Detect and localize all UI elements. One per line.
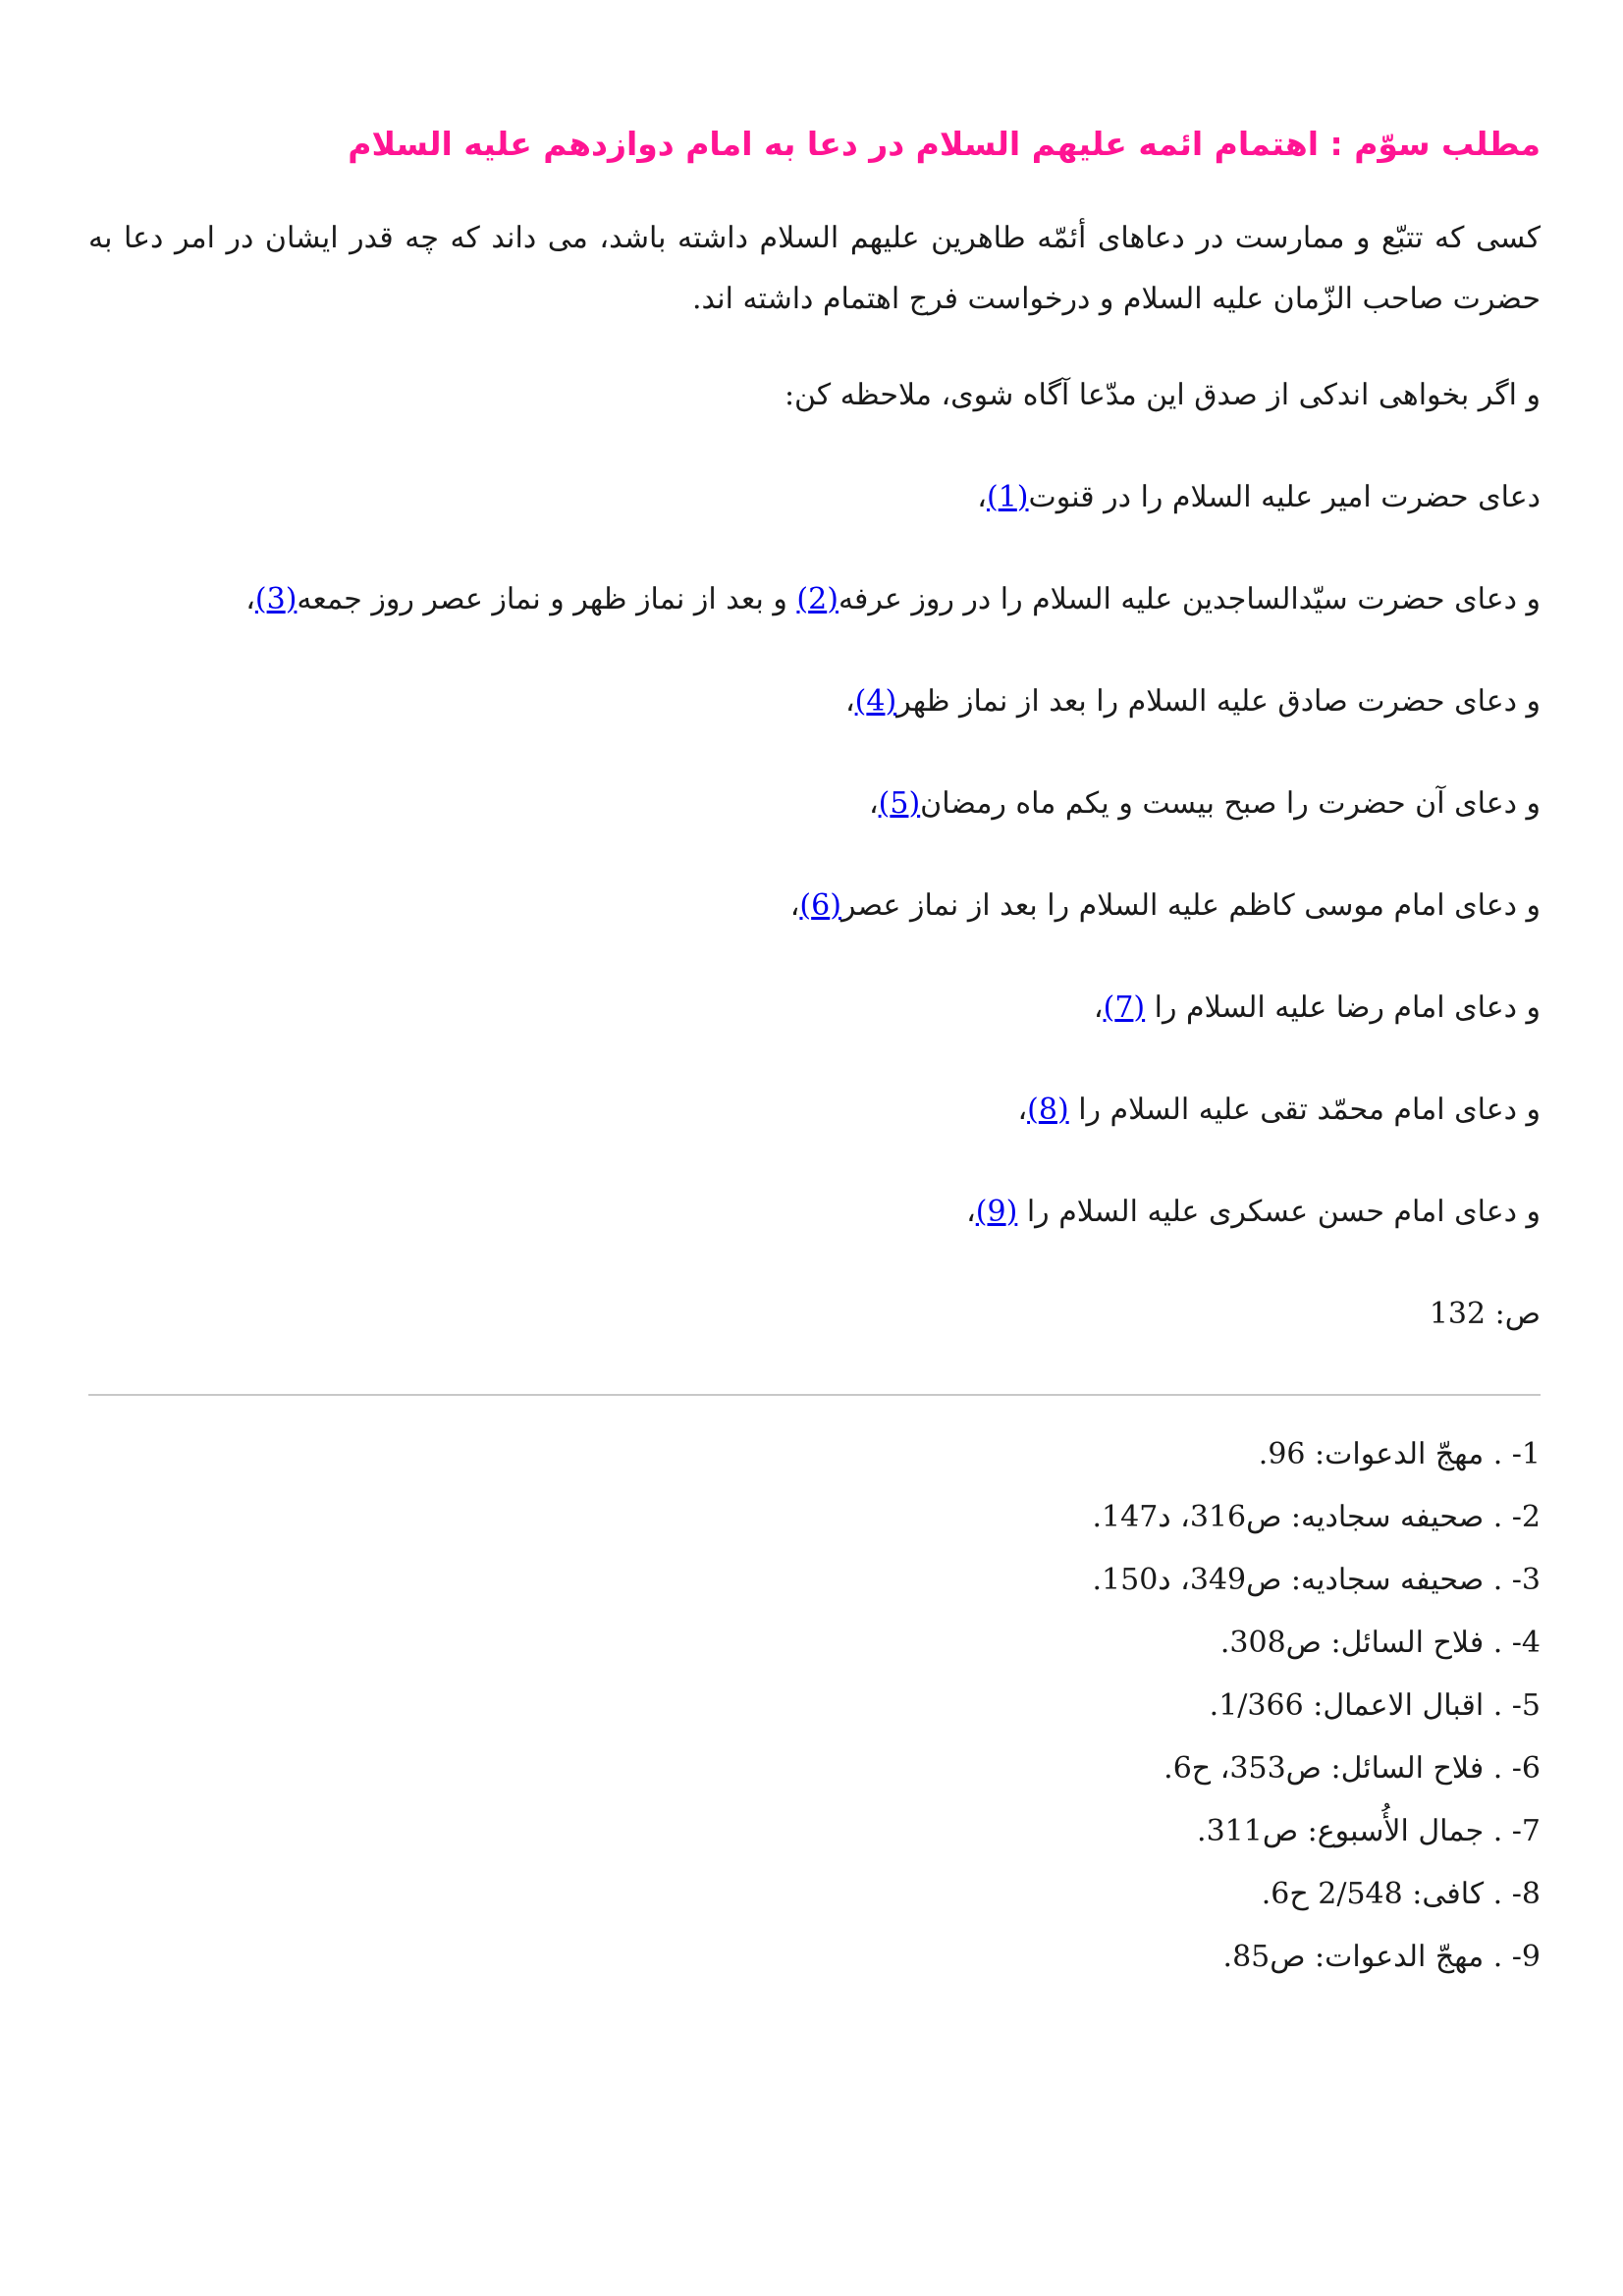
footnote-7: 7- . جمال الأُسبوع: ص311.	[1197, 1814, 1541, 1848]
prayer-line-2	[88, 571, 1541, 628]
footnote-link-4[interactable]: (4)	[854, 684, 897, 719]
line-punct: ،	[1093, 990, 1104, 1025]
footnote-2: 2- . صحیفه سجادیه: ص316، د147.	[1092, 1500, 1541, 1534]
prayer-line-5	[88, 878, 1541, 934]
line-text-continued: و بعد از نماز ظهر و نماز عصر روز جمعه	[297, 582, 797, 616]
footnote-link-8[interactable]: (8)	[1027, 1093, 1069, 1127]
prayer-line-3	[88, 673, 1541, 730]
line-text: و دعای امام محمّد تقی علیه السلام را	[1068, 1093, 1541, 1127]
line-text: و دعای امام حسن عسکری علیه السلام را	[1017, 1195, 1541, 1229]
line-punct: ،	[245, 582, 255, 616]
line-text: دعای حضرت امیر علیه السلام را در قنوت	[1028, 480, 1541, 514]
line-text: و دعای امام رضا علیه السلام را	[1145, 990, 1541, 1025]
line-punct: ،	[966, 1195, 976, 1229]
footnote-9: 9- . مهجّ الدعوات: ص85.	[1222, 1940, 1541, 1974]
page-number: ص: 132	[1429, 1297, 1541, 1331]
footnote-link-1[interactable]: (1)	[986, 480, 1029, 514]
prayer-line-6	[88, 980, 1541, 1037]
prompt-line: و اگر بخواهی اندکی از صدق این مدّعا آگاه شوی، ملاحظه کن:	[784, 378, 1541, 412]
line-punct: ،	[789, 888, 800, 923]
prayer-line-1	[88, 469, 1541, 526]
line-punct: ،	[844, 684, 855, 719]
footnote-6: 6- . فلاح السائل: ص353، ح6.	[1163, 1751, 1541, 1786]
line-text: و دعای امام موسی کاظم علیه السلام را بعد از نماز عصر	[840, 888, 1541, 923]
line-text: و دعای حضرت صادق علیه السلام را بعد از نماز ظهر	[896, 684, 1541, 719]
footnote-1: 1- . مهجّ الدعوات: 96.	[1258, 1437, 1541, 1471]
footnote-3: 3- . صحیفه سجادیه: ص349، د150.	[1092, 1563, 1541, 1597]
line-text: و دعای حضرت سیّدالساجدین علیه السلام را در روز عرفه	[838, 582, 1541, 616]
footnote-link-6[interactable]: (6)	[799, 888, 841, 923]
footnote-link-9[interactable]: (9)	[975, 1195, 1018, 1229]
prayer-line-7	[88, 1082, 1541, 1139]
line-text: و دعای آن حضرت را صبح بیست و یکم ماه رمضان	[920, 786, 1541, 821]
footnote-link-2[interactable]: (2)	[796, 582, 839, 616]
prayer-line-8	[88, 1184, 1541, 1241]
footnote-5: 5- . اقبال الاعمال: 1/366.	[1209, 1688, 1541, 1723]
prayer-line-4	[88, 775, 1541, 832]
intro-paragraph: کسی که تتبّع و ممارست در دعاهای أئمّه طاهرین علیهم السلام داشته باشد، می داند که چه قدر ایشان در امر دعا به حضرت صاحب الزّمان علیه السلام و درخواست فرج اهتمام داشته اند.	[88, 221, 1541, 316]
footnote-link-5[interactable]: (5)	[878, 786, 921, 821]
footnote-8: 8- . کافی: 2/548 ح6.	[1261, 1877, 1541, 1911]
line-punct: ،	[977, 480, 987, 514]
line-punct: ،	[868, 786, 879, 821]
footnote-link-7[interactable]: (7)	[1103, 990, 1146, 1025]
footnote-link-3[interactable]: (3)	[254, 582, 298, 616]
section-heading: مطلب سوّم : اهتمام ائمه علیهم السلام در دعا به امام دوازدهم علیه السلام	[348, 125, 1541, 163]
footnote-4: 4- . فلاح السائل: ص308.	[1219, 1626, 1541, 1660]
footnote-divider	[88, 1394, 1541, 1396]
line-punct: ،	[1017, 1093, 1028, 1127]
footnote-list	[88, 1423, 1541, 1989]
